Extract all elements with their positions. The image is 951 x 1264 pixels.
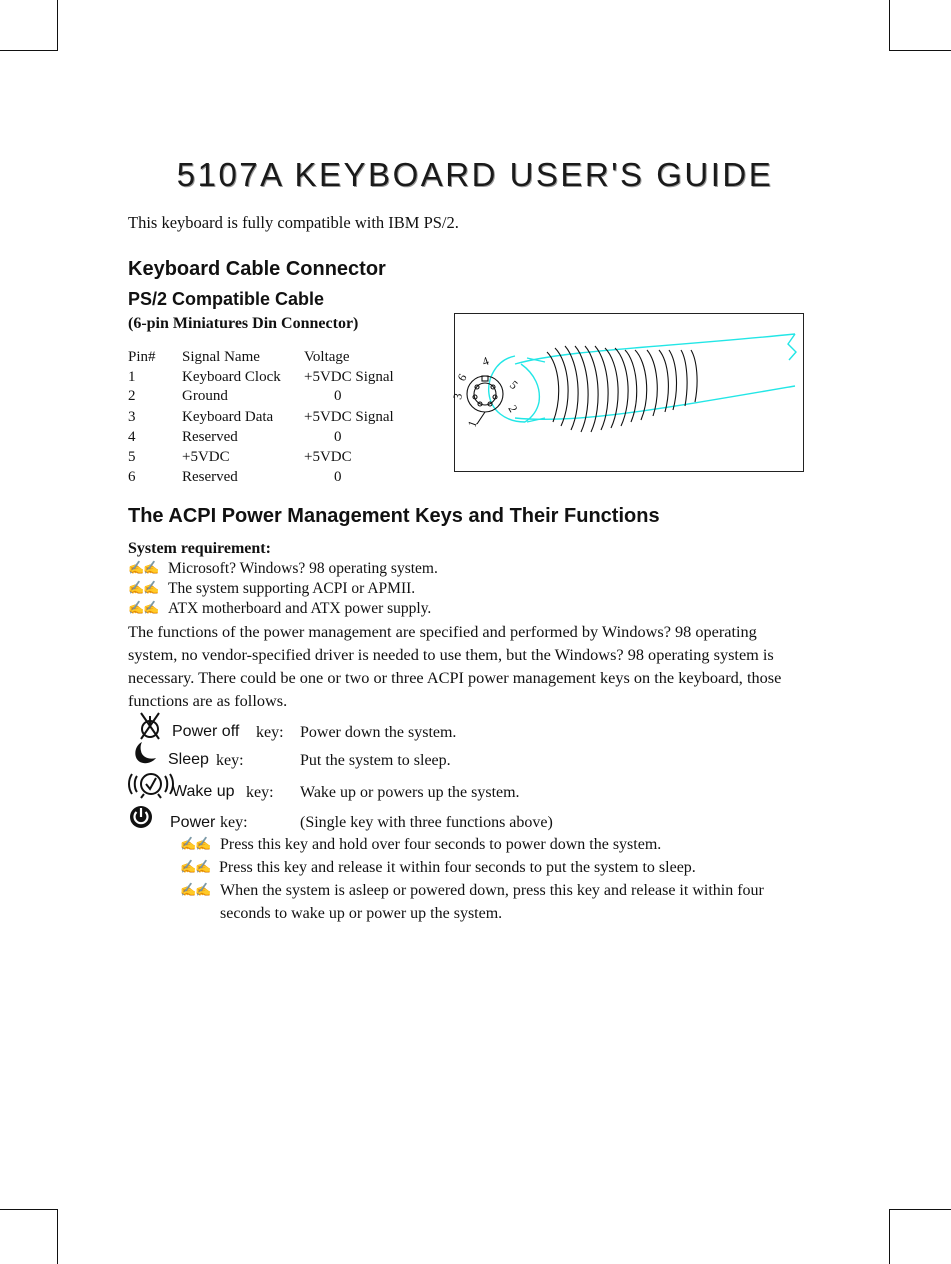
voltage: 0 <box>334 388 342 404</box>
crop-mark-top-left <box>0 0 58 51</box>
power-note: Press this key and hold over four seconds to power down the system. <box>220 836 662 853</box>
key-name: Power off <box>172 723 240 740</box>
writing-hand-icon: ✍✍ <box>128 600 159 615</box>
pin-number: 4 <box>128 429 136 445</box>
key-row-sleep <box>128 740 728 770</box>
cable-outline <box>489 334 796 422</box>
paragraph-line: functions are as follows. <box>128 691 288 710</box>
key-label-suffix: key: <box>246 784 274 801</box>
signal-name: Keyboard Clock <box>182 369 281 385</box>
pin-label: 3 <box>450 392 465 401</box>
ps2-cable-figure <box>450 313 804 472</box>
writing-hand-icon: ✍✍ <box>180 836 211 851</box>
power-off-icon <box>136 710 164 740</box>
key-label-suffix: key: <box>220 814 248 831</box>
voltage: 0 <box>334 429 342 445</box>
requirement-label: System requirement: <box>128 540 271 557</box>
voltage: 0 <box>334 469 342 485</box>
signal-name: Reserved <box>182 429 238 445</box>
pin-number: 6 <box>128 469 136 485</box>
paragraph-line: necessary. There could be one or two or three ACPI power management keys on the keyboard, those <box>128 668 782 687</box>
requirement-text: Microsoft? Windows? 98 operating system. <box>168 560 438 577</box>
power-note: When the system is asleep or powered down, press this key and release it within four <box>220 882 764 899</box>
key-name: Power <box>170 814 216 831</box>
signal-name: Ground <box>182 388 228 404</box>
voltage: +5VDC Signal <box>304 369 394 385</box>
pin-number: 1 <box>128 369 136 385</box>
key-description: Power down the system. <box>300 724 457 741</box>
key-name: Wake up <box>172 783 235 800</box>
pin-label: 4 <box>480 353 491 369</box>
section-heading-acpi: The ACPI Power Management Keys and Their Functions <box>128 505 660 527</box>
crop-mark-bottom-right <box>889 1209 951 1264</box>
ps2-connector-drawing <box>450 314 802 470</box>
signal-name: Keyboard Data <box>182 409 274 425</box>
signal-name: Reserved <box>182 469 238 485</box>
key-description: Put the system to sleep. <box>300 752 451 769</box>
pin-number: 2 <box>128 388 136 404</box>
writing-hand-icon: ✍✍ <box>180 859 211 874</box>
key-row-wake-up <box>128 770 728 800</box>
voltage: +5VDC <box>304 449 352 465</box>
requirement-text: The system supporting ACPI or APMII. <box>168 580 416 597</box>
header-voltage: Voltage <box>304 349 350 365</box>
key-label-suffix: key: <box>256 724 284 741</box>
key-label-suffix: key: <box>216 752 244 769</box>
header-signal: Signal Name <box>182 349 260 365</box>
key-row-power <box>128 802 728 832</box>
document-title: 5107A KEYBOARD USER'S GUIDE <box>176 156 774 193</box>
key-description: Wake up or powers up the system. <box>300 784 520 801</box>
requirement-text: ATX motherboard and ATX power supply. <box>168 600 432 617</box>
key-name: Sleep <box>168 751 209 768</box>
pin-label: 2 <box>505 402 521 415</box>
section-heading-cable: Keyboard Cable Connector <box>128 258 386 280</box>
key-description: (Single key with three functions above) <box>300 814 553 831</box>
crop-mark-bottom-left <box>0 1209 58 1264</box>
power-note-continuation: seconds to wake up or power up the system. <box>220 905 503 922</box>
subheading-ps2: PS/2 Compatible Cable <box>128 289 325 309</box>
connector-face <box>467 376 503 424</box>
wake-up-alarm-icon <box>128 770 174 800</box>
voltage: +5VDC Signal <box>304 409 394 425</box>
key-row-power-off <box>128 710 728 740</box>
functions-paragraph <box>128 620 828 712</box>
pin-label: 6 <box>454 371 470 384</box>
signal-name: +5VDC <box>182 449 230 465</box>
paragraph-line: system, no vendor-specified driver is needed to use them, but the Windows? 98 operating system is <box>128 645 774 664</box>
pin-labels <box>450 354 520 429</box>
writing-hand-icon: ✍✍ <box>128 580 159 595</box>
writing-hand-icon: ✍✍ <box>128 560 159 575</box>
power-icon <box>128 802 154 830</box>
paragraph-line: The functions of the power management are specified and performed by Windows? 98 operating <box>128 622 757 641</box>
pin-number: 3 <box>128 409 136 425</box>
sleep-moon-icon <box>130 740 158 766</box>
pin-label: 5 <box>507 377 521 393</box>
power-note: Press this key and release it within four seconds to put the system to sleep. <box>219 859 696 876</box>
pin-number: 5 <box>128 449 136 465</box>
intro-text: This keyboard is fully compatible with IBM PS/2. <box>128 213 459 232</box>
crop-mark-top-right <box>889 0 951 51</box>
pin-label: 1 <box>464 418 480 430</box>
writing-hand-icon: ✍✍ <box>180 882 211 897</box>
connector-note: (6-pin Miniatures Din Connector) <box>128 315 359 332</box>
header-pin: Pin# <box>128 349 156 365</box>
